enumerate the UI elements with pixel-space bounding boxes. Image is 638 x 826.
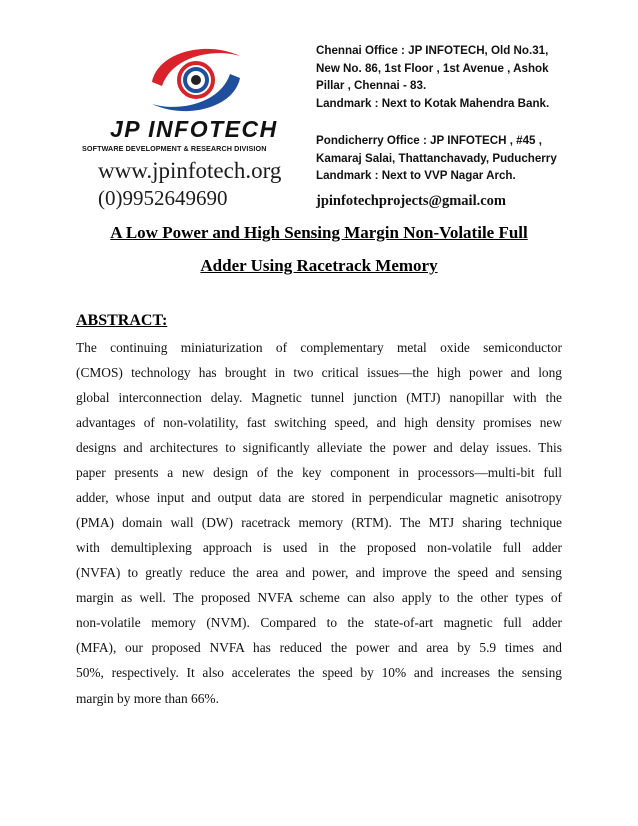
address-line: Pillar , Chennai - 83. xyxy=(316,79,427,92)
website-text: www.jpinfotech.org xyxy=(98,158,282,183)
jp-infotech-logo-icon xyxy=(136,42,256,118)
abstract-line: 50%, respectively. It also accelerates the speed by 10% and increases the sensing xyxy=(76,665,562,680)
abstract-heading: ABSTRACT: xyxy=(76,312,168,329)
brand-tagline: SOFTWARE DEVELOPMENT & RESEARCH DIVISION xyxy=(82,144,267,153)
address-line: Kamaraj Salai, Thattanchavady, Puducherry xyxy=(316,151,557,165)
abstract-line: margin by more than 66%. xyxy=(76,691,219,706)
email-text: jpinfotechprojects@gmail.com xyxy=(316,193,507,209)
abstract-line: designs and architectures to significantly alleviate the power and delay issues. This xyxy=(76,440,562,455)
abstract-line: paper presents a new design of the key component in processors—multi-bit full xyxy=(76,465,562,480)
abstract-line: advantages of non-volatility, fast switching speed, and high density promises new xyxy=(76,415,562,430)
address-line: New No. 86, 1st Floor , 1st Avenue , Ashok xyxy=(316,61,549,75)
abstract-line: margin as well. The proposed NVFA scheme can also apply to the other types of xyxy=(76,590,562,605)
abstract-line: (CMOS) technology has brought in two critical issues—the high power and long xyxy=(76,365,562,380)
address-line: Landmark : Next to Kotak Mahendra Bank. xyxy=(316,96,550,110)
abstract-line: global interconnection delay. Magnetic tunnel junction (MTJ) nanopillar with the xyxy=(76,390,562,405)
abstract-line: adder, whose input and output data are stored in perpendicular magnetic anisotropy xyxy=(76,490,562,505)
chennai-office-address xyxy=(316,42,549,112)
abstract-line: (MFA), our proposed NVFA has reduced the power and area by 5.9 times and xyxy=(76,640,562,655)
abstract-line: non-volatile memory (NVM). Compared to the state-of-art magnetic full adder xyxy=(76,615,562,630)
abstract-line: The continuing miniaturization of complementary metal oxide semiconductor xyxy=(76,340,562,355)
address-line: Pondicherry Office : JP INFOTECH , #45 , xyxy=(316,134,542,147)
abstract-line: with demultiplexing approach is used in the proposed non-volatile full adder xyxy=(76,540,562,555)
company-banner xyxy=(76,36,562,218)
address-line: Chennai Office : JP INFOTECH, Old No.31, xyxy=(316,44,549,57)
abstract-line: (PMA) domain wall (DW) racetrack memory (RTM). The MTJ sharing technique xyxy=(76,515,562,530)
paper-title-line-1: A Low Power and High Sensing Margin Non-Volatile Full xyxy=(110,223,528,242)
phone-number: (0)9952649690 xyxy=(98,186,228,210)
brand-name: JP INFOTECH xyxy=(110,116,278,142)
pondicherry-office-address xyxy=(316,132,557,185)
paper-title-line-2: Adder Using Racetrack Memory xyxy=(200,256,438,275)
address-line: Landmark : Next to VVP Nagar Arch. xyxy=(316,169,516,182)
abstract-line: (NVFA) to greatly reduce the area and power, and improve the speed and sensing xyxy=(76,565,562,580)
